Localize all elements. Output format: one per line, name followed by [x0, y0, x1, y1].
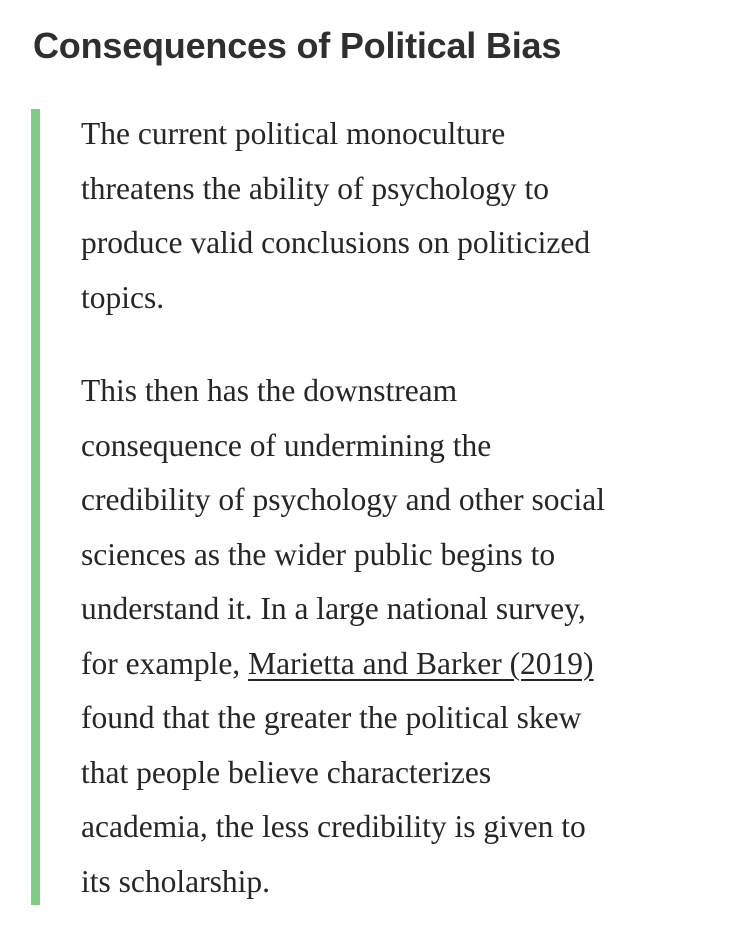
- paragraph-line: found that the greater the political skew: [81, 700, 582, 735]
- citation-line: [81, 637, 605, 692]
- section-heading: Consequences of Political Bias: [33, 25, 562, 66]
- paragraph-line: that people believe characterizes: [81, 754, 492, 790]
- paragraph-line: produce valid conclusions on politicized: [81, 225, 591, 260]
- quote-paragraph-1: [81, 107, 590, 325]
- paragraph-line: credibility of psychology and other social: [81, 482, 605, 517]
- paragraph-line: its scholarship.: [81, 863, 270, 899]
- paragraph-line: academia, the less credibility is given to: [81, 809, 586, 844]
- blockquote: [31, 109, 711, 905]
- quote-paragraph-2: [81, 364, 605, 909]
- paragraph-line: sciences as the wider public begins to: [81, 536, 556, 572]
- paragraph-line: topics.: [81, 279, 165, 315]
- citation-prefix: for example,: [81, 645, 249, 681]
- paragraph-line: consequence of undermining the: [81, 427, 492, 463]
- paragraph-line: threatens the ability of psychology to: [81, 170, 550, 206]
- paragraph-line: The current political monoculture: [81, 116, 506, 151]
- citation-link[interactable]: Marietta and Barker (2019): [248, 645, 594, 681]
- paragraph-line: This then has the downstream: [81, 373, 458, 408]
- paragraph-line: understand it. In a large national survey,: [81, 591, 586, 626]
